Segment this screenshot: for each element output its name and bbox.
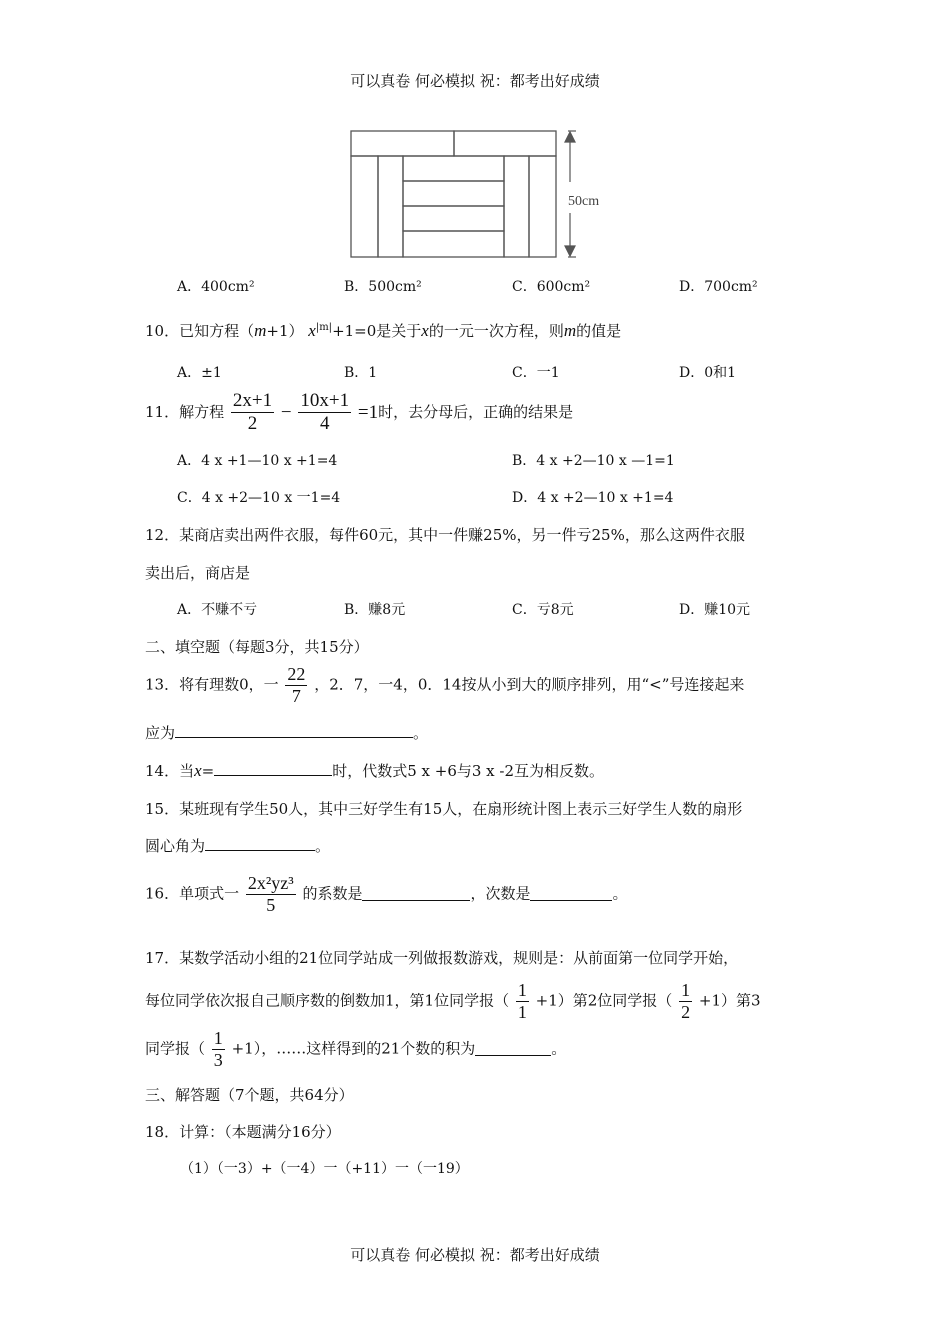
question-11: 11．解方程 $\frac{2x+1}{2}$ − $\frac{10x+1}{4}$ =1时，去分母后，正确的结果是 xyxy=(145,390,574,434)
q10-option-c: C．一1 xyxy=(512,365,560,381)
q16-fraction: $\frac{\text{2x²yz³}}{5}$ xyxy=(247,873,294,915)
question-16: 16．单项式一 $\frac{\text{2x²yz³}}{5}$ 的系数是 ，次数是 。 xyxy=(145,873,628,915)
figure-outer-left-top xyxy=(351,131,454,156)
arrow-up-icon xyxy=(565,132,575,142)
q17-fraction-1: $\frac{1}{1}$ xyxy=(517,980,527,1022)
figure-left-col-1 xyxy=(351,156,378,257)
question-14: 14．当x= 时，代数式5 x +6与3 x -2互为相反数。 xyxy=(145,761,605,780)
q16-degree-blank[interactable] xyxy=(530,888,612,901)
q11-option-c: C．4 x +2—10 x 一1=4 xyxy=(177,490,341,506)
q10-option-d: D．0和1 xyxy=(679,365,737,381)
page-header: 可以真卷 何必模拟 祝：都考出好成绩 xyxy=(350,72,600,90)
q11-option-a: A．4 x +1—10 x +1=4 xyxy=(177,453,338,469)
dimension-label: 50cm xyxy=(568,194,600,209)
page-footer: 可以真卷 何必模拟 祝：都考出好成绩 xyxy=(350,1246,600,1264)
question-18-title: 18．计算：（本题满分16分） xyxy=(145,1123,341,1141)
rectangle-figure xyxy=(340,120,610,266)
figure-center-row-4 xyxy=(403,231,504,257)
q13-answer-blank[interactable] xyxy=(175,725,413,738)
q11-option-b: B．4 x +2—10 x —1=1 xyxy=(512,453,675,469)
question-15-line-2: 圆心角为 。 xyxy=(145,837,331,855)
figure-outer-right-top xyxy=(454,131,556,156)
q11-option-d: D．4 x +2—10 x +1=4 xyxy=(512,490,674,506)
question-12-line-1: 12．某商店卖出两件衣服，每件60元，其中一件赚25%，另一件亏25%，那么这两件衣服 xyxy=(145,526,745,544)
q13-fraction: $\frac{22}{7}$ xyxy=(287,664,306,706)
question-17-line-3: 同学报（ $\frac{1}{3}$ +1），……这样得到的21个数的积为 。 xyxy=(145,1028,567,1070)
q15-answer-blank[interactable] xyxy=(205,838,315,851)
figure-center-row-3 xyxy=(403,206,504,231)
q17-answer-blank[interactable] xyxy=(475,1043,551,1056)
figure-center-row-2 xyxy=(403,181,504,206)
q12-option-d: D．赚10元 xyxy=(679,602,751,618)
question-15-line-1: 15．某班现有学生50人，其中三好学生有15人，在扇形统计图上表示三好学生人数的扇形 xyxy=(145,800,743,818)
q16-coefficient-blank[interactable] xyxy=(362,888,470,901)
q17-fraction-2: $\frac{1}{2}$ xyxy=(681,980,691,1022)
figure-left-col-2 xyxy=(378,156,403,257)
q9-option-d: D．700cm² xyxy=(679,279,758,295)
question-17-line-1: 17．某数学活动小组的21位同学站成一列做报数游戏，规则是：从前面第一位同学开始， xyxy=(145,949,739,967)
figure-right-col-1 xyxy=(504,156,529,257)
q11-fraction-2: $\frac{10x+1}{4}$ xyxy=(300,390,350,434)
question-13-line-1: 13．将有理数0，一 $\frac{22}{7}$ ，2．7，一4，0．14按从小到大的顺序排列，用“<”号连接起来 xyxy=(145,664,745,706)
q9-option-c: C．600cm² xyxy=(512,279,591,295)
q14-answer-blank[interactable] xyxy=(214,763,332,776)
q10-option-b: B．1 xyxy=(344,365,378,381)
question-12-line-2: 卖出后，商店是 xyxy=(145,564,251,582)
q11-fraction-1: $\frac{2x+1}{2}$ xyxy=(232,390,273,434)
figure-center-row-1 xyxy=(403,156,504,181)
q9-option-b: B．500cm² xyxy=(344,279,422,295)
question-17-line-2: 每位同学依次报自己顺序数的倒数加1，第1位同学报（ $\frac{1}{1}$ +1）第2位同学报（ $\frac{1}{2}$ +1）第3 xyxy=(145,980,761,1022)
q9-option-a: A．400cm² xyxy=(177,279,255,295)
arrow-down-icon xyxy=(565,246,575,256)
question-10: 10．已知方程（m+1） $x^{|m|}+1=0$是关于x的一元一次方程，则m的值是 xyxy=(145,321,622,340)
figure-right-col-2 xyxy=(529,156,556,257)
q12-option-a: A．不赚不亏 xyxy=(177,602,258,618)
section-3-heading: 三、解答题（7个题，共64分） xyxy=(145,1086,354,1104)
question-13-line-2: 应为 。 xyxy=(145,724,429,742)
q17-fraction-3: $\frac{1}{3}$ xyxy=(213,1028,223,1070)
question-18-item-1: （1）（一3）+（一4）一（+11）一（一19） xyxy=(180,1161,469,1177)
q12-option-c: C．亏8元 xyxy=(512,602,574,618)
section-2-heading: 二、填空题（每题3分，共15分） xyxy=(145,638,369,656)
q10-option-a: A．±1 xyxy=(177,365,222,381)
q12-option-b: B．赚8元 xyxy=(344,602,406,618)
